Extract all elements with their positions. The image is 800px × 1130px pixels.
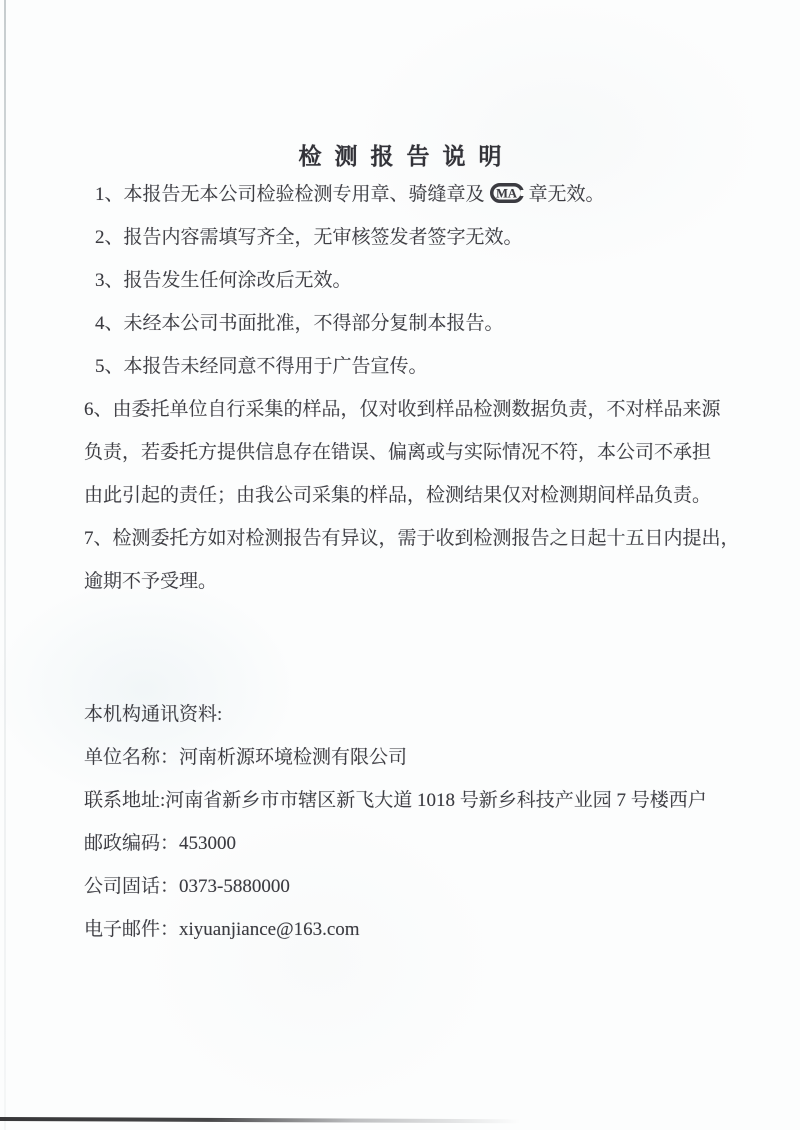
note-line-1-prefix: 1、本报告无本公司检验检测专用章、骑缝章及 — [95, 184, 485, 205]
note-line-4: 4、未经本公司书面批准，不得部分复制本报告。 — [95, 313, 504, 334]
cma-letters: MA — [495, 186, 517, 201]
contact-address-line: 联系地址:河南省新乡市市辖区新飞大道 1018 号新乡科技产业园 7 号楼西户 — [84, 790, 707, 811]
note-line-6a: 6、由委托单位自行采集的样品，仅对收到样品检测数据负责，不对样品来源 — [84, 399, 721, 420]
note-line-1 — [84, 173, 724, 216]
note-line-2: 2、报告内容需填写齐全，无审核签发者签字无效。 — [95, 227, 523, 248]
page-title: 检测报告说明 — [298, 144, 515, 169]
contact-postal-line: 邮政编码：453000 — [84, 833, 237, 854]
note-line-7a: 7、检测委托方如对检测报告有异议，需于收到检测报告之日起十五日内提出， — [84, 528, 740, 549]
contact-company-line: 单位名称：河南析源环境检测有限公司 — [84, 747, 408, 768]
contact-heading: 本机构通讯资料: — [84, 704, 223, 725]
report-notes-list — [84, 173, 740, 603]
scan-edge-bottom-artifact — [0, 1117, 520, 1123]
note-line-6b: 负责，若委托方提供信息存在错误、偏离或与实际情况不符，本公司不承担 — [84, 442, 712, 463]
note-line-5: 5、本报告未经同意不得用于广告宣传。 — [95, 356, 428, 377]
note-line-6c: 由此引起的责任；由我公司采集的样品，检测结果仅对检测期间样品负责。 — [84, 485, 712, 506]
note-line-1-suffix: 章无效。 — [528, 184, 605, 205]
note-line-3: 3、报告发生任何涂改后无效。 — [95, 270, 352, 291]
contact-info-section — [84, 693, 764, 951]
contact-phone-line: 公司固话：0373-5880000 — [84, 876, 290, 897]
note-line-7b: 逾期不予受理。 — [84, 571, 218, 592]
contact-email-line: 电子邮件：xiyuanjiance@163.com — [84, 919, 360, 940]
cma-seal-icon — [490, 183, 524, 203]
